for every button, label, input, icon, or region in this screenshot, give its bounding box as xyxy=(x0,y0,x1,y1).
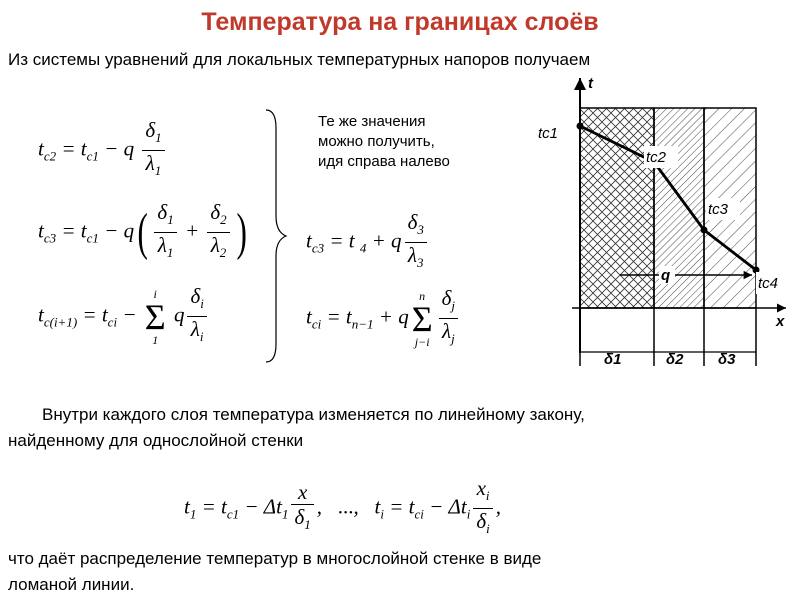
layer-1 xyxy=(580,108,654,308)
label-tc2: tc2 xyxy=(646,149,667,166)
point-tc3 xyxy=(701,227,708,234)
formula-tc3-left: $t_{c3} = t_{c1} - q$( $\frac{\delta_1}{\lambda_1}$ + $\frac{\delta_2}{\lambda_2}$ ) xyxy=(38,200,247,261)
label-delta-2: δ2 xyxy=(666,351,684,368)
paragraph-1-line-1: Внутри каждого слоя температура изменяется по линейному закону, xyxy=(42,405,585,424)
system-brace xyxy=(262,108,292,364)
x-axis-label: x xyxy=(776,313,785,330)
label-tc4: tc4 xyxy=(758,275,779,292)
formula-tci-left: $t_{c(i+1)} = t_{ci}$ − i Σ 1 q $\frac{\delta_i}{\lambda_i}$ xyxy=(38,284,210,349)
intro-text: Из системы уравнений для локальных температурных напоров получаем xyxy=(8,50,591,69)
t-axis-label: t xyxy=(588,75,593,92)
paragraph-1-line-2: найденному для однослойной стенки xyxy=(8,431,304,450)
formula-tci-right: $t_{ci} = t_{n-1} + q$ n Σ j−i $\frac{\delta_j}{\lambda_j}$ xyxy=(306,286,461,351)
paragraph-2-line-1: что даёт распределение температур в многослойной стенке в виде xyxy=(8,549,542,568)
note-text xyxy=(318,112,450,172)
formula-linear-profile: $t_1 = t_{c1} - \Delta t_1$ $\frac{x}{\delta_1}$ , ..., $t_i = t_{ci} - \Delta t_i$ $\frac{x_i}{\delta_i}$ , xyxy=(184,476,501,537)
paragraph-2-line-2: ломаной линии. xyxy=(8,575,135,594)
note-line-1: Те же значения xyxy=(318,113,426,130)
label-tc1: tc1 xyxy=(538,125,559,142)
note-line-3: идя справа налево xyxy=(318,153,450,170)
formula-tc3-right: $t_{c3} = t$ $_4$ + q $\frac{\delta_3}{\lambda_3}$ xyxy=(306,210,430,275)
label-delta-1: δ1 xyxy=(604,351,622,368)
wall-temperature-diagram xyxy=(530,68,792,376)
label-tc3: tc3 xyxy=(708,201,729,218)
page-title: Температура на границах слоёв xyxy=(201,8,599,36)
label-delta-3: δ3 xyxy=(718,351,736,368)
q-label: q xyxy=(661,267,671,284)
paragraph-conclusion xyxy=(8,546,541,598)
point-tc1 xyxy=(577,123,584,130)
paragraph-linear-law xyxy=(8,402,585,454)
note-line-2: можно получить, xyxy=(318,133,435,150)
formula-tc2: $t_{c2} = t_{c1} - q$ $\frac{\delta_1}{\lambda_1}$ xyxy=(38,118,168,183)
